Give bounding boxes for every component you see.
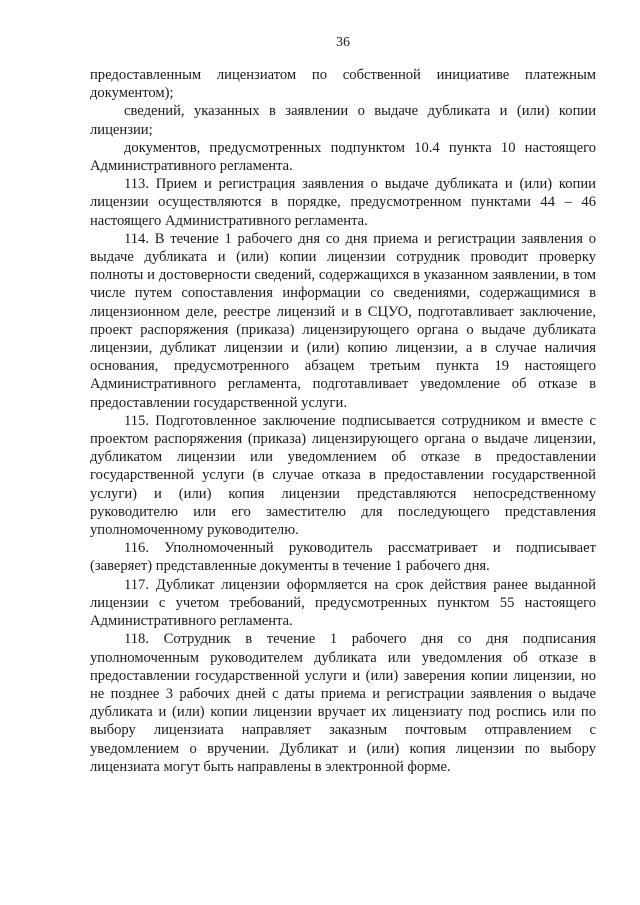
paragraph: документов, предусмотренных подпунктом 10.4 пункта 10 настоящего Административного регламента.	[90, 139, 596, 175]
paragraph: предоставленным лицензиатом по собственной инициативе платежным документом);	[90, 67, 596, 102]
paragraph-116: 116. Уполномоченный руководитель рассматривает и подписывает (заверяет) представленные документы в течение 1 рабочего дня.	[90, 540, 596, 575]
paragraph-117: 117. Дубликат лицензии оформляется на срок действия ранее выданной лицензии с учетом требований, предусмотренных пунктом 55 настоящего Административного регламента.	[90, 576, 596, 630]
paragraph-113: 113. Прием и регистрация заявления о выдаче дубликата и (или) копии лицензии осуществляются в порядке, предусмотренном пунктами 44 – 46 настоящего Административного регламента.	[90, 176, 596, 229]
paragraph-115: 115. Подготовленное заключение подписывается сотрудником и вместе с проектом распоряжения (приказа) лицензирующего органа о выдаче лицензии, дубликатом лицензии или уведомлением об отказе в предоставлении государственной услуги (в случае отказа в предоставлении государственной услуги) и (или) копия лицензии представляются непосредственному руководителю или его заместителю для последующего представления уполномоченному руководителю.	[90, 412, 596, 539]
paragraph-114: 114. В течение 1 рабочего дня со дня приема и регистрации заявления о выдаче дубликата и (или) копии лицензии сотрудник проводит проверку полноты и достоверности сведений, содержащихся в указанном заявлении, в том числе путем сопоставления информации со сведениями, содержащимися в лицензионном деле, реестре лицензий и в СЦУО, подготавливает заключение, проект распоряжения (приказа) лицензирующего органа о выдаче дубликата лицензии, дубликат лицензии и (или) копию лицензии, а в случае наличия основания, предусмотренного абзацем третьим пункта 19 настоящего Административного регламента, подготавливает уведомление об отказе в предоставлении государственной услуги.	[90, 230, 596, 411]
page-number: 36	[336, 35, 350, 50]
document-body	[90, 66, 596, 776]
paragraph-118: 118. Сотрудник в течение 1 рабочего дня со дня подписания уполномоченным руководителем дубликата или уведомления об отказе в предоставлении государственной услуги и (или) заверения копии лицензии, но не позднее 3 рабочих дней с даты приема и регистрации заявления о выдаче дубликата и (или) копии лицензии вручает их лицензиату под роспись или по выбору лицензиата направляет заказным почтовым отправлением с уведомлением о вручении. Дубликат и (или) копия лицензии по выбору лицензиата могут быть направлены в электронной форме.	[90, 631, 596, 775]
paragraph: сведений, указанных в заявлении о выдаче дубликата и (или) копии лицензии;	[90, 103, 596, 138]
